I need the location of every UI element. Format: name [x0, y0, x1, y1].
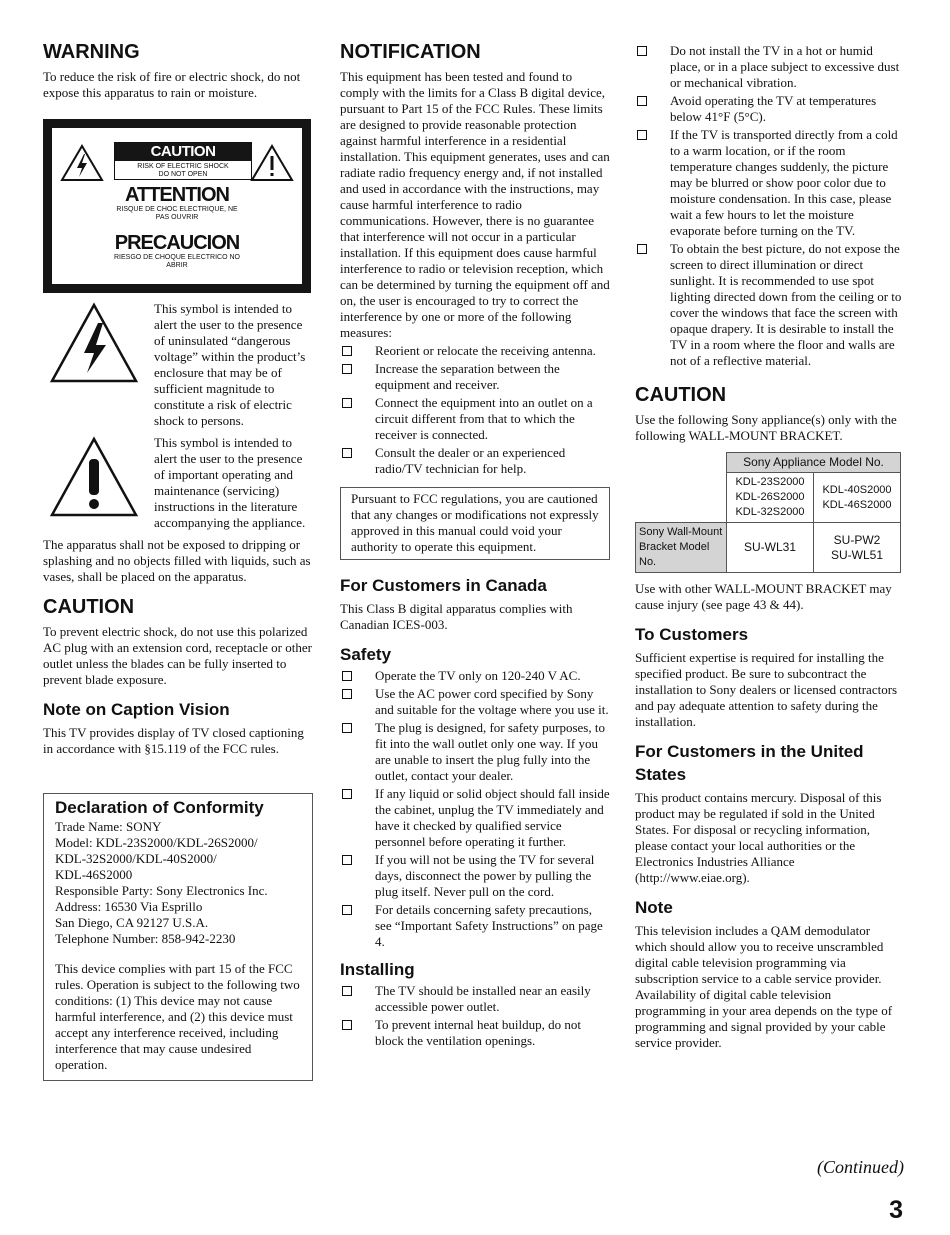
caution-heading: CAUTION [43, 596, 135, 618]
declaration-line: KDL-32S2000/KDL-40S2000/ [55, 851, 217, 866]
installing-list-continued [635, 43, 902, 369]
caution-label-title: CAUTION [115, 143, 251, 161]
column-right [635, 40, 902, 1051]
lightning-symbol-text: This symbol is intended to alert the user to the presence of uninsulated “dangerous voltage” within the product’s enclosure that may be of sufficient magnitude to constitute a risk of electric shock to persons. [154, 301, 306, 428]
row-label-line: Sony Wall-Mount [639, 526, 723, 538]
table-cell-models-a [727, 473, 814, 523]
us-customers-heading: For Customers in the United States [635, 742, 864, 784]
caution-label-subtext: RISK OF ELECTRIC SHOCK DO NOT OPEN [137, 163, 229, 178]
declaration-line: San Diego, CA 92127 U.S.A. [55, 915, 209, 930]
caution-after-text: Use with other WALL-MOUNT BRACKET may cause injury (see page 43 & 44). [635, 581, 892, 612]
list-item: Avoid operating the TV at temperatures below 41°F (5°C). [635, 93, 902, 125]
list-item: Connect the equipment into an outlet on a circuit different from that to which the receiver is connected. [340, 395, 610, 443]
exclamation-triangle-icon [48, 435, 140, 519]
exclamation-symbol-row [43, 435, 313, 531]
canada-heading: For Customers in Canada [340, 576, 547, 595]
column-middle [340, 40, 610, 1049]
safety-heading: Safety [340, 645, 392, 664]
declaration-line: Trade Name: SONY [55, 819, 162, 834]
caption-text: This TV provides display of TV closed captioning in accordance with §15.119 of the FCC rules. [43, 725, 304, 756]
model-number: KDL-40S2000 [822, 483, 892, 496]
to-customers-text: Sufficient expertise is required for installing the specified product. Be sure to subcontract the installation to Sony dealers or licensed contractors and pay adequate attention to safety during the installation. [635, 650, 898, 729]
page-number: 3 [889, 1196, 903, 1224]
model-number: KDL-32S2000 [735, 506, 805, 518]
bracket-model: SU-PW2 [833, 532, 881, 547]
attention-label-title: ATTENTION [125, 184, 229, 206]
safety-list [340, 668, 610, 950]
notification-heading: NOTIFICATION [340, 41, 481, 63]
model-number: KDL-26S2000 [735, 491, 805, 503]
caution-label-inner [52, 128, 302, 284]
declaration-box [43, 793, 313, 1081]
list-item: Increase the separation between the equipment and receiver. [340, 361, 610, 393]
caution-text-2: Use the following Sony appliance(s) only with the following WALL-MOUNT BRACKET. [635, 412, 897, 443]
model-number: KDL-23S2000 [735, 476, 805, 488]
precaucion-label-subtext: RIESGO DE CHOQUE ELECTRICO NO ABRIR [113, 254, 241, 269]
note-text: This television includes a QAM demodulator which should allow you to receive unscrambled digital cable television programming via subscription service to a cable service provider. Availability of digital cable television programming in your area depends on the type of programming and signal provided by your cable service provider. [635, 923, 893, 1050]
canada-text: This Class B digital apparatus complies with Canadian ICES-003. [340, 601, 573, 632]
caption-heading: Note on Caption Vision [43, 700, 230, 719]
us-customers-text: This product contains mercury. Disposal of this product may be regulated if sold in the United States. For disposal or recycling information, please contact your local authorities or the Electronics Industries Alliance (http://www.eiae.org). [635, 790, 882, 885]
wall-mount-table [635, 452, 901, 573]
declaration-heading: Declaration of Conformity [55, 798, 264, 817]
table-cell-bracket-b [814, 523, 901, 573]
bracket-model: SU-WL51 [830, 547, 883, 562]
declaration-line: Responsible Party: Sony Electronics Inc. [55, 883, 268, 898]
caution-heading-2: CAUTION [635, 384, 727, 406]
fcc-regulation-box [340, 487, 610, 560]
lightning-symbol-row [43, 301, 313, 429]
installing-list [340, 983, 610, 1049]
list-item: If any liquid or solid object should fall inside the cabinet, unplug the TV immediately and have it checked by qualified service personnel before operating it further. [340, 786, 610, 850]
table-row-label [636, 523, 727, 573]
precaucion-label-title: PRECAUCION [114, 232, 240, 254]
list-item: Consult the dealer or an experienced radio/TV technician for help. [340, 445, 610, 477]
list-item: To obtain the best picture, do not expose the screen to direct illumination or direct sunlight. It is recommended to use spot lighting directed down from the ceiling or to cover the windows that face the screen with opaque drapery. It is desirable to install the TV in a room where the floor and walls are not of a reflective material. [635, 241, 902, 369]
declaration-line: KDL-46S2000 [55, 867, 133, 882]
caution-label-graphic [43, 119, 311, 293]
row-label-line: Bracket Model No. [639, 541, 710, 568]
declaration-text: This device complies with part 15 of the FCC rules. Operation is subject to the following two conditions: (1) This device may not cause harmful interference, and (2) this device must accept any interference received, including interference that may cause undesired operation. [55, 961, 300, 1072]
bracket-model: SU-WL31 [743, 540, 796, 554]
declaration-line: Telephone Number: 858-942-2230 [55, 931, 236, 946]
notification-text: This equipment has been tested and found to comply with the limits for a Class B digital device, pursuant to Part 15 of the FCC Rules. These limits are designed to provide reasonable protection against harmful interference in a residential installation. This equipment generates, uses and can radiate radio frequency energy and, if not installed and used in accordance with the instructions, may cause harmful interference to radio communications. However, there is no guarantee that interference will not occur in a particular installation. If this equipment does cause harmful interference to radio or television reception, which can be determined by turning the equipment off and on, the user is encouraged to try to correct the interference by one or more of the following measures: [340, 69, 610, 340]
lightning-triangle-icon [48, 301, 140, 385]
list-item: Use the AC power cord specified by Sony and suitable for the voltage where you use it. [340, 686, 610, 718]
list-item: To prevent internal heat buildup, do not block the ventilation openings. [340, 1017, 610, 1049]
warning-text: To reduce the risk of fire or electric shock, do not expose this apparatus to rain or moisture. [43, 69, 301, 100]
installing-heading: Installing [340, 960, 415, 979]
caution-label-box [114, 142, 252, 180]
exclamation-warning-icon [250, 144, 294, 182]
exclamation-symbol-text: This symbol is intended to alert the user to the presence of important operating and maintenance (servicing) instructions in the literature accompanying the appliance. [154, 435, 306, 530]
list-item: The TV should be installed near an easily accessible power outlet. [340, 983, 610, 1015]
list-item: Operate the TV only on 120-240 V AC. [340, 668, 610, 684]
model-number: KDL-46S2000 [822, 498, 892, 511]
apparatus-text: The apparatus shall not be exposed to dripping or splashing and no objects filled with liquids, such as vases, shall be placed on the apparatus. [43, 537, 311, 584]
column-left [43, 40, 313, 1081]
list-item: Reorient or relocate the receiving antenna. [340, 343, 610, 359]
list-item: The plug is designed, for safety purposes, to fit into the wall outlet only one way. If you are unable to insert the plug fully into the outlet, contact your dealer. [340, 720, 610, 784]
declaration-line: Model: KDL-23S2000/KDL-26S2000/ [55, 835, 258, 850]
notification-list [340, 343, 610, 477]
list-item: If you will not be using the TV for several days, disconnect the power by pulling the plug itself. Never pull on the cord. [340, 852, 610, 900]
note-heading: Note [635, 898, 673, 917]
table-header-appliance: Sony Appliance Model No. [727, 453, 901, 473]
warning-heading: WARNING [43, 41, 140, 63]
continued-label: (Continued) [817, 1157, 904, 1177]
attention-label-subtext: RISQUE DE CHOC ELECTRIQUE, NE PAS OUVRIR [116, 206, 238, 221]
list-item: If the TV is transported directly from a cold to a warm location, or if the room temperature changes suddenly, the picture may be blurred or show poor color due to moisture condensation. In this case, please wait a few hours to let the moisture evaporate before turning on the TV. [635, 127, 902, 239]
declaration-line: Address: 16530 Via Esprillo [55, 899, 203, 914]
fcc-regulation-text: Pursuant to FCC regulations, you are cautioned that any changes or modifications not expressly approved in this manual could void your authority to operate this equipment. [351, 491, 599, 554]
to-customers-heading: To Customers [635, 625, 749, 644]
list-item: For details concerning safety precautions, see “Important Safety Instructions” on page 4. [340, 902, 610, 950]
list-item: Do not install the TV in a hot or humid place, or in a place subject to excessive dust or mechanical vibration. [635, 43, 902, 91]
table-cell-models-b [814, 473, 901, 523]
caution-text: To prevent electric shock, do not use this polarized AC plug with an extension cord, receptacle or other outlet unless the blades can be fully inserted to prevent blade exposure. [43, 624, 312, 687]
table-cell-bracket-a [727, 523, 814, 573]
lightning-warning-icon [60, 144, 104, 182]
